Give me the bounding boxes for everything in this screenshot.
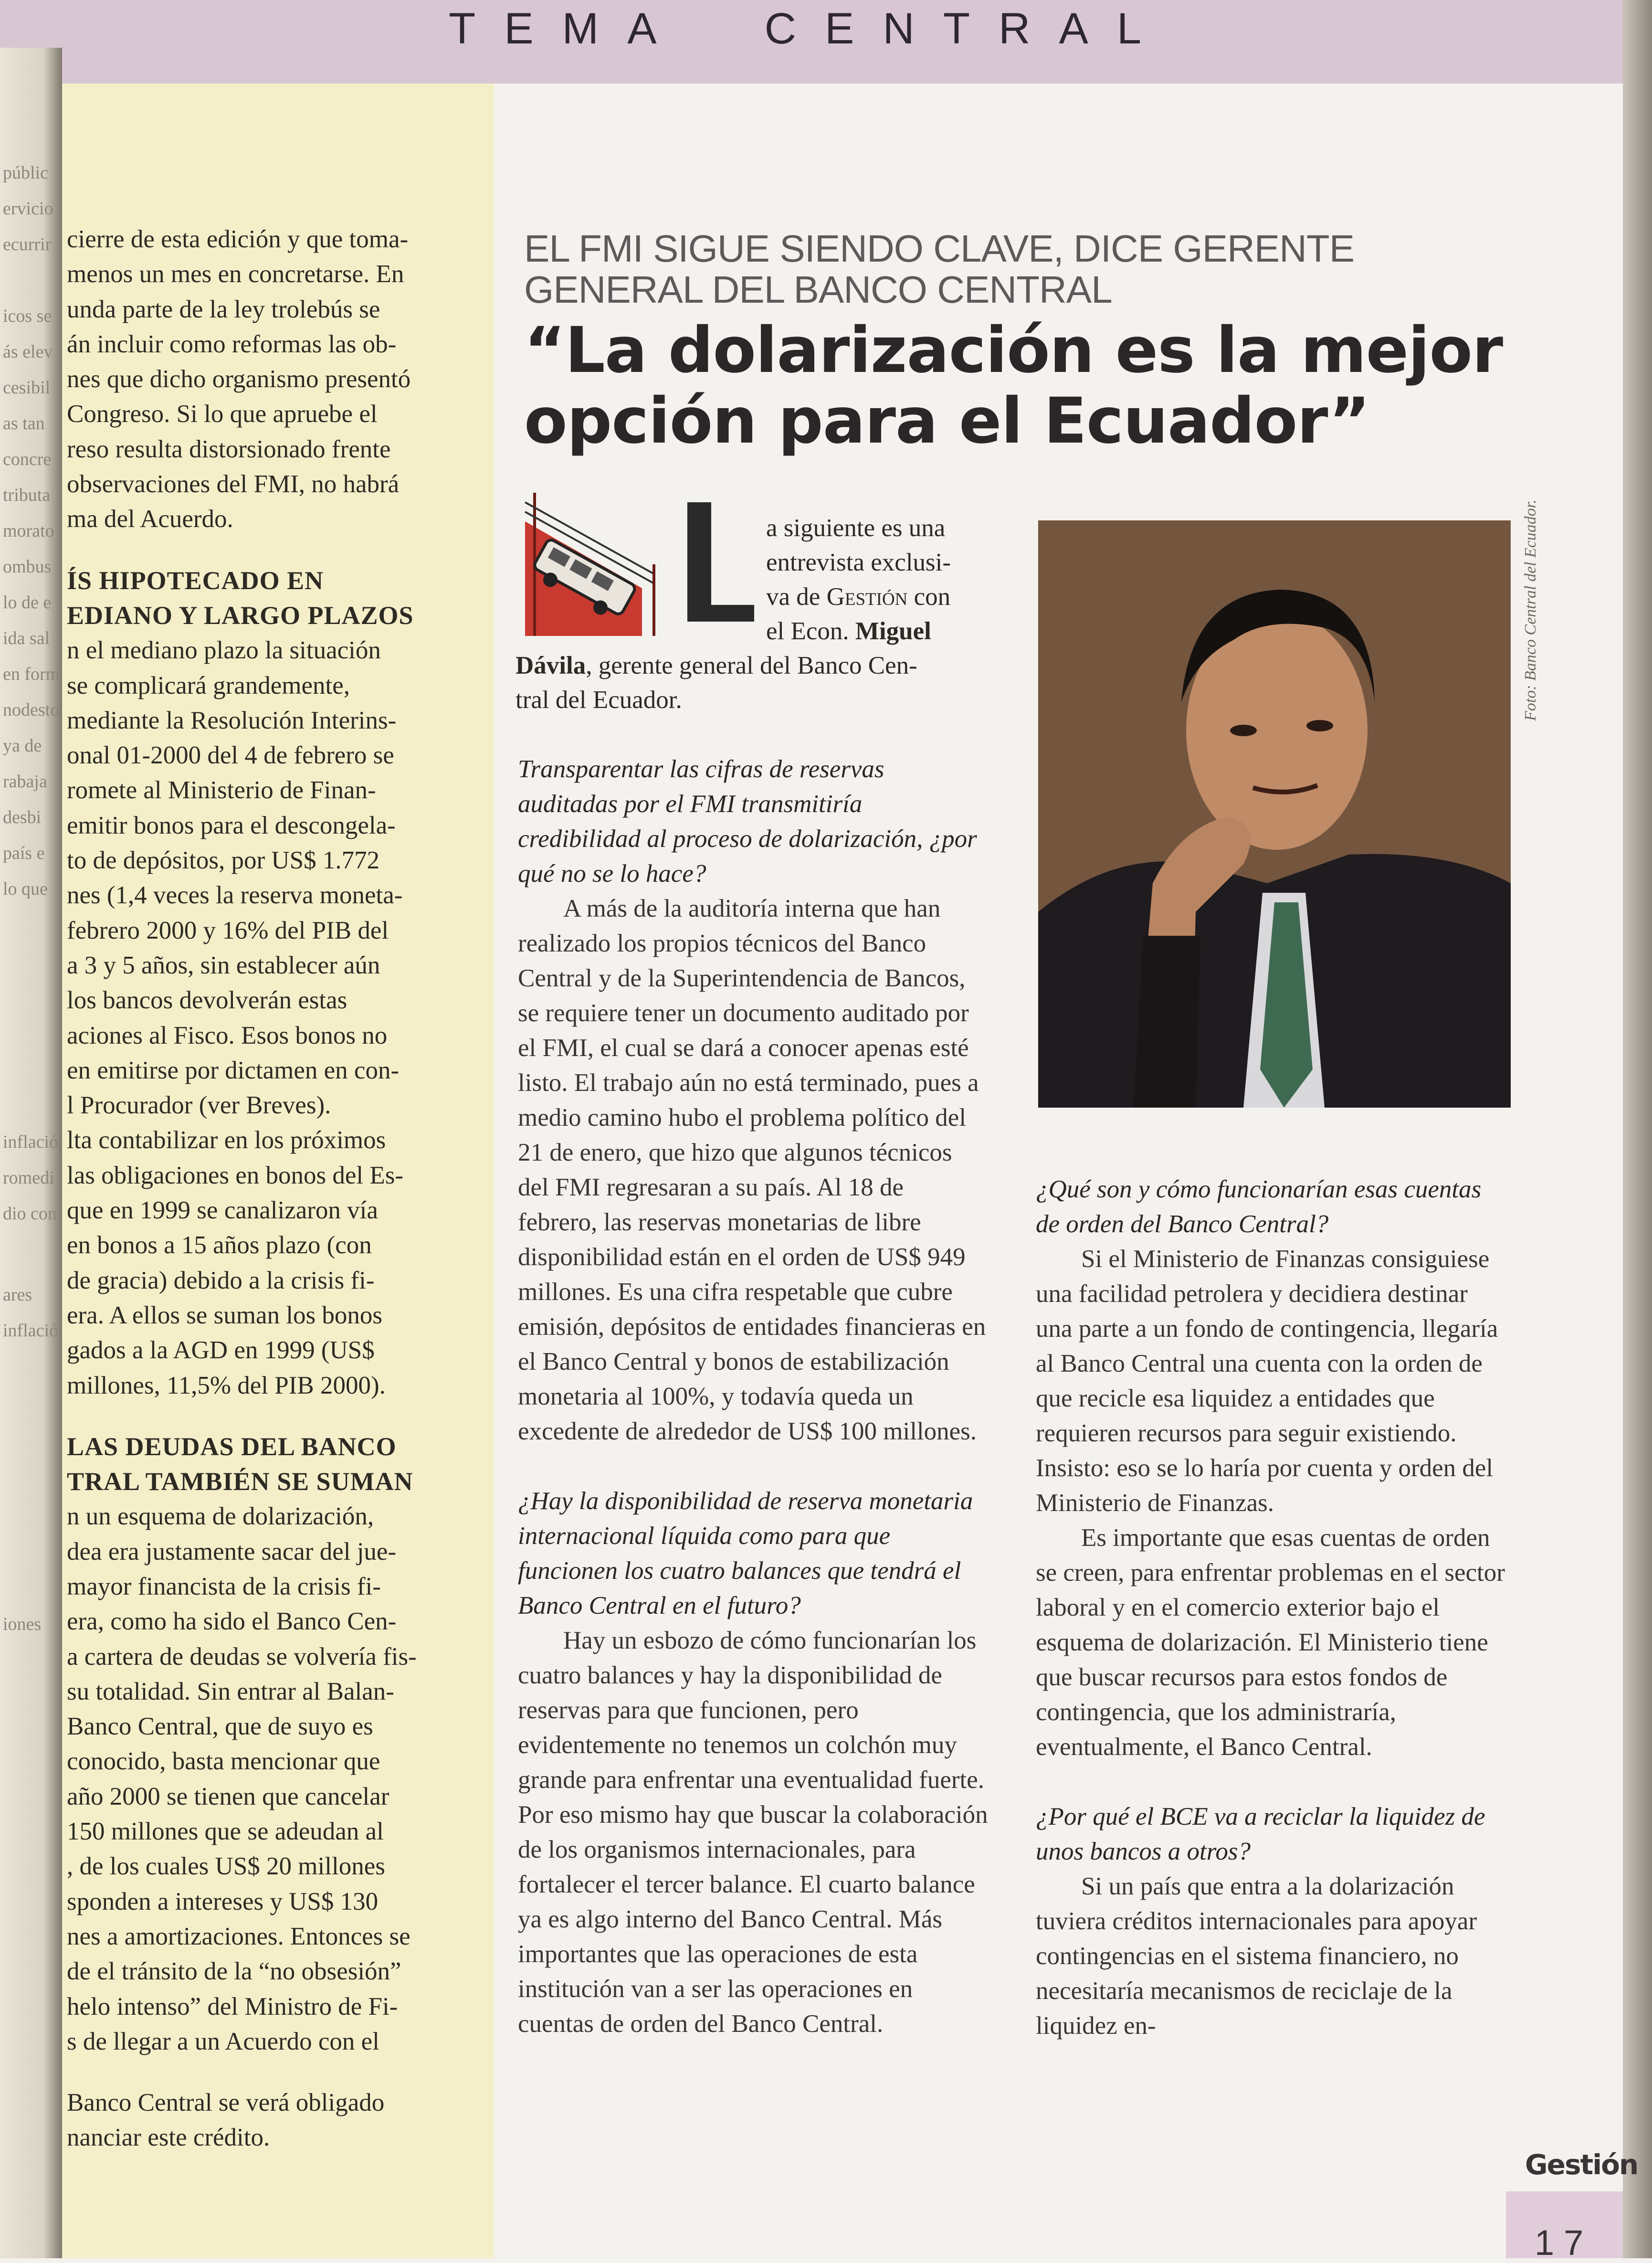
sidebar-line: febrero 2000 y 16% del PIB del [67,916,389,944]
previous-page-text-fragment: lo que [3,879,48,899]
previous-page-text-fragment: ombus [3,557,52,577]
sidebar-line: mediante la Resolución Interins- [67,706,397,734]
sidebar-line: nes que dicho organismo presentó [67,365,411,393]
previous-page-text-fragment: públic [3,163,48,183]
question-2: ¿Hay la disponibilidad de reserva monetaria internacional líquida como para que funcionen los cuatro balances que tendrá el Banco Central en el futuro? [518,1487,973,1619]
answer-3-continued: Es importante que esas cuentas de orden se creen, para enfrentar problemas en el sector laboral y en el comercio exterior bajo el esquema de dolarización. El Ministerio tiene que buscar recursos para estos fondos de contingencia, que los administraría, eventualmente, el Banco Central. [1036,1524,1505,1761]
magazine-name: Gestión [826,583,908,611]
sidebar-line: reso resulta distorsionado frente [67,435,391,463]
sidebar-line: unda parte de la ley trolebús se [67,295,380,323]
sidebar-line: gados a la AGD en 1999 (US$ [67,1336,375,1364]
previous-page-text-fragment: as tan [3,413,45,434]
answer-1: A más de la auditoría interna que han realizado los propios técnicos del Banco Central y de la Superintendencia de Bancos, se requiere tener un documento auditado por el FMI, el cual se dará a conocer apenas esté listo. El trabajo aún no está terminado, pues a medio camino hubo el problema político del 21 de enero, que hizo que algunos técnicos del FMI regresaran a su país. Al 18 de febrero, las reservas monetarias de libre disponibilidad están en el orden de US$ 949 millones. Es una cifra respetable que cubre emisión, depósitos de entidades financieras en el Banco Central y bonos de estabilización monetaria al 100%, y todavía queda un excedente de alrededor de US$ 100 millones. [518,895,986,1445]
sidebar-line: romete al Ministerio de Finan- [67,776,376,804]
previous-page-text-fragment: en form [3,664,60,684]
sidebar-line: las obligaciones en bonos del Es- [67,1161,404,1189]
intro-text: va de [766,583,827,611]
interviewee-surname: Dávila [516,652,586,679]
sidebar-heading-line: LAS DEUDAS DEL BANCO [67,1432,397,1461]
sidebar-column [62,84,494,2258]
sidebar-line: millones, 11,5% del PIB 2000). [67,1371,386,1399]
previous-page-text-fragment: romedi [3,1168,54,1188]
previous-page-text-fragment: ervicio [3,199,53,219]
previous-page-text-fragment: inflació [3,1132,59,1152]
article-intro [516,511,988,717]
answer-2: Hay un esbozo de cómo funcionarían los cuatro balances y hay la disponibilidad de reservas para que funcionen, pero evidentemente no tenemos un colchón muy grande para enfrentar una eventualidad fuerte. Por eso mismo hay que buscar la colaboración de los organismos internacionales, para fortalecer el tercer balance. El cuarto balance ya es algo interno del Banco Central. Más importantes que las operaciones de esta institución van a ser las operaciones en cuentas de orden del Banco Central. [518,1627,988,2038]
previous-page-text-fragment: nodesto [3,700,60,720]
page-edge [1623,0,1652,2258]
sidebar-line: n un esquema de dolarización, [67,1502,374,1531]
intro-line [516,580,988,614]
sidebar-line: menos un mes en concretarse. En [67,260,404,288]
article-headline: “La dolarización es la mejor opción para el Ecuador” [524,314,1503,458]
sidebar-line: helo intenso” del Ministro de Fi- [67,1992,398,2020]
sidebar-line: lta contabilizar en los próximos [67,1126,386,1154]
sidebar-heading-line: TRAL TAMBIÉN SE SUMAN [67,1467,413,1496]
sidebar-line: emitir bonos para el descongela- [67,811,396,839]
section-title: TEMA CENTRAL [449,4,1170,53]
previous-page-text-fragment: ida sal [3,628,50,648]
sidebar-line: 150 millones que se adeudan al [67,1818,384,1846]
sidebar-line: en bonos a 15 años plazo (con [67,1231,372,1259]
previous-page-text-fragment: iones [3,1614,42,1634]
previous-page-text-fragment: morato [3,521,54,541]
previous-page-text-fragment: dio con [3,1204,57,1224]
sidebar-line: n el mediano plazo la situación [67,636,381,665]
sidebar-line: se complicará grandemente, [67,671,350,699]
interviewee-name: Miguel [855,617,931,645]
article-column-2 [1036,1172,1506,2043]
previous-page-text-fragment: ás elev [3,342,53,362]
sidebar-line: que en 1999 se canalizaron vía [67,1196,378,1225]
sidebar-line: ma del Acuerdo. [67,505,233,533]
intro-line [516,648,988,683]
page-number: 17 [1535,2223,1593,2263]
intro-text: el Econ. [766,617,855,645]
sidebar-line: conocido, basta mencionar que [67,1747,380,1776]
sidebar-line: sponden a intereses y US$ 130 [67,1887,379,1915]
sidebar-line: , de los cuales US$ 20 millones [67,1852,385,1881]
sidebar-line: en emitirse por dictamen en con- [67,1056,400,1084]
intro-line: entrevista exclusi- [766,549,951,576]
answer-3: Si el Ministerio de Finanzas consiguiese una facilidad petrolera y decidiera destinar una parte a un fondo de contingencia, llegaría al Banco Central una cuenta con la orden de que recicle esa liquidez a entidades que requieren recursos para seguir existiendo. Insisto: eso se lo haría por cuenta y orden del Ministerio de Finanzas. [1036,1245,1498,1517]
sidebar-line: año 2000 se tienen que cancelar [67,1782,389,1810]
sidebar-line: a 3 y 5 años, sin establecer aún [67,951,380,979]
previous-page-text-fragment: ecurrir [3,234,52,254]
previous-page-text-fragment: tributa [3,485,51,505]
sidebar-line: de el tránsito de la “no obsesión” [67,1957,401,1986]
sidebar-text [67,222,477,2156]
previous-page-text-fragment: país e [3,843,45,863]
portrait-photo [1038,520,1511,1108]
sidebar-line: s de llegar a un Acuerdo con el [67,2027,379,2055]
previous-page-text-fragment: concre [3,449,52,469]
intro-text: , gerente general del Banco Cen- [586,652,917,679]
intro-text: con [907,583,951,611]
article-kicker: EL FMI SIGUE SIENDO CLAVE, DICE GERENTE GENERAL DEL BANCO CENTRAL [524,227,1355,311]
sidebar-line: nes a amortizaciones. Entonces se [67,1922,410,1950]
sidebar-line: Congreso. Si lo que apruebe el [67,400,378,428]
previous-page-text-fragment: icos se [3,306,52,326]
sidebar-line: a cartera de deudas se volvería fis- [67,1642,417,1671]
sidebar-line: aciones al Fisco. Esos bonos no [67,1021,388,1049]
question-4: ¿Por qué el BCE va a reciclar la liquidez de unos bancos a otros? [1036,1803,1485,1865]
article-column-1 [518,752,988,2041]
sidebar-line: Banco Central, que de suyo es [67,1713,373,1741]
sidebar-line: to de depósitos, por US$ 1.772 [67,846,380,875]
magazine-logo: Gestión [1525,2148,1638,2181]
sidebar-line: su totalidad. Sin entrar al Balan- [67,1677,394,1705]
sidebar-line: Banco Central se verá obligado [67,2089,385,2117]
sidebar-line: era. A ellos se suman los bonos [67,1301,382,1329]
sidebar-line: observaciones del FMI, no habrá [67,470,400,498]
sidebar-heading-line: EDIANO Y LARGO PLAZOS [67,601,414,630]
section-banner [0,0,1623,84]
photo-credit: Foto: Banco Central del Ecuador. [1522,499,1539,721]
previous-page-edge [0,48,62,2258]
sidebar-line: dea era justamente sacar del jue- [67,1537,397,1565]
sidebar-line: los bancos devolverán estas [67,986,347,1015]
previous-page-text-fragment: ares [3,1285,32,1305]
previous-page-text-fragment: cesibil [3,378,51,398]
previous-page-text-fragment: desbi [3,807,42,827]
intro-line [516,614,988,648]
sidebar-line: nes (1,4 veces la reserva moneta- [67,881,403,909]
question-3: ¿Qué son y cómo funcionarían esas cuentas de orden del Banco Central? [1036,1175,1482,1238]
previous-page-text-fragment: inflació [3,1321,59,1341]
sidebar-line: án incluir como reformas las ob- [67,330,397,358]
sidebar-line: de gracia) debido a la crisis fi- [67,1266,375,1294]
sidebar-line: onal 01-2000 del 4 de febrero se [67,741,394,770]
answer-4: Si un país que entra a la dolarización tuviera créditos internacionales para apoyar contingencias en el sistema financiero, no necesitaría mecanismos de reciclaje de la liquidez en- [1036,1872,1477,2040]
intro-line: tral del Ecuador. [516,686,682,714]
sidebar-line: cierre de esta edición y que toma- [67,225,409,253]
sidebar-line: nanciar este crédito. [67,2124,270,2152]
previous-page-text-fragment: ya de [3,736,42,756]
sidebar-line: l Procurador (ver Breves). [67,1091,331,1120]
portrait-illustration [1038,520,1511,1108]
previous-page-text-fragment: rabaja [3,772,47,792]
sidebar-line: era, como ha sido el Banco Cen- [67,1607,397,1636]
sidebar-heading-line: ÍS HIPOTECADO EN [67,566,324,595]
question-1: Transparentar las cifras de reservas auditadas por el FMI transmitiría credibilidad al proceso de dolarización, ¿por qué no se lo hace? [518,755,977,888]
previous-page-text-fragment: lo de e [3,592,52,613]
sidebar-line: mayor financista de la crisis fi- [67,1572,381,1600]
intro-line: a siguiente es una [766,514,946,542]
